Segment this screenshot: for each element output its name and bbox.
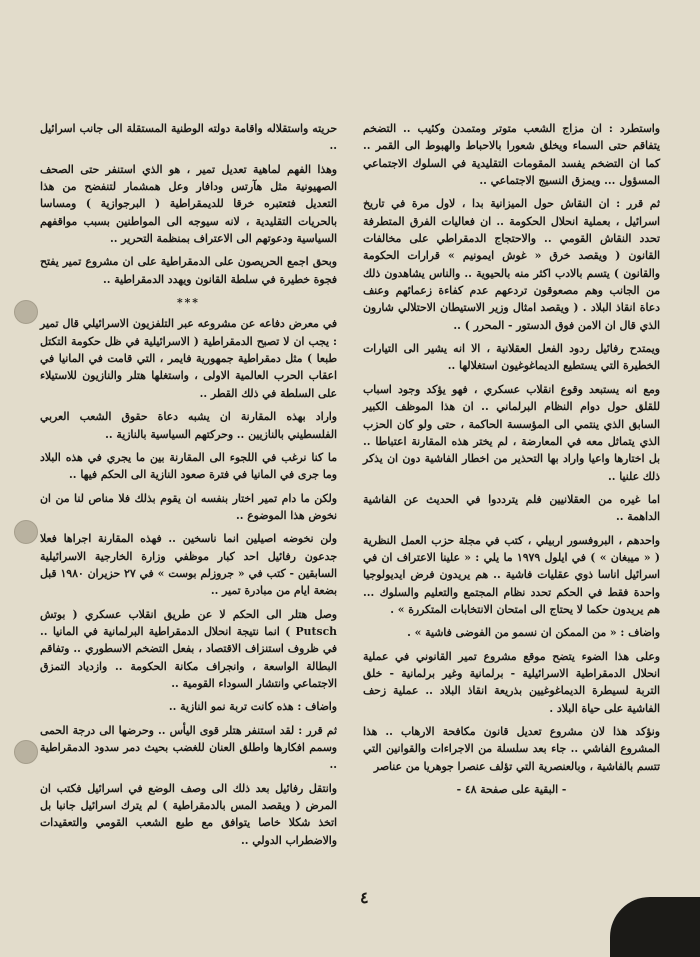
paragraph: ويمتدح رفائيل ردود الفعل العقلانية ، الا انه يشير الى التيارات الخطيرة التي يستطيع الديماغوغيون استغلالها .. (363, 342, 660, 373)
paragraph: وهذا الفهم لماهية تعديل تمير ، هو الذي استنفر حتى الصحف الصهيونية مثل هآرتس ودافار وعل همشمار لتنفضح من هذا التعديل فتعتبره خرقا للديمقراطية ( البرجوازية ) ومساسا بالحريات التقليدية ، لانه سيوجه الى المواطنين بسبب مواقفهم السياسية ودعوتهم الى الاعتراف بمنظمة التحرير .. (40, 162, 337, 246)
paragraph: واضاف : « من الممكن ان نسمو من الفوضى فاشية » . (407, 626, 660, 640)
right-column (40, 120, 337, 855)
paragraph: ولن نخوضه اصيلين انما ناسخين .. فهذه المقارنة اجراها فعلا جدعون رفائيل احد كبار موظفي وزارة الخارجية الاسرائيلية السابقين - كتب في « جروزلم بوست » في ٢٧ حزيران ١٩٨٠ قبل بضعة ايام من مبادرة تمير .. (40, 532, 337, 598)
paragraph: اما غيره من العقلانيين فلم يترددوا في الحديث عن الفاشية الداهمة .. (363, 492, 660, 524)
paragraph: واستطرد : ان مزاج الشعب متوتر ومتمدن وكئيب .. التضخم يتفاقم حتى السماء ويخلق شعورا بالاحباط والهبوط الى القمر .. كما ان التضخم يفسد المقومات التقليدية في السلوك الاجتماعي المسؤول ... ويمزق النسيج الاجتماعي .. (363, 122, 660, 188)
paragraph: واراد بهذه المقارنة ان يشبه دعاة حقوق الشعب العربي الفلسطيني بالنازيين .. وحركتهم السياسية بالنازية .. (40, 410, 337, 441)
paragraph: ونؤكد هذا لان مشروع تعديل قانون مكافحة الارهاب .. هذا المشروع الفاشي .. جاء بعد سلسلة من الاجراءات والقوانين التي تتسم بالفاشية ، وبالعنصرية التي تؤلف عنصرا جوهريا من عناصر (363, 725, 660, 773)
paragraph: وعلى هذا الضوء يتضح موقع مشروع تمير القانوني في عملية انحلال الدمقراطية الاسرائيلية - برلمانية وغير برلمانية - خلق التربة لسيطرة الديماغوغيين بذريعة انقاذ البلاد .. عملية زحف الفاشية على حياة البلاد . (363, 649, 660, 715)
paragraph: ومع انه يستبعد وقوع انقلاب عسكري ، فهو يؤكد وجود اسباب للقلق حول دوام النظام البرلماني .. ان هذا الموظف الكبير السابق الذي ينتمي الى المؤسسة الحاكمة ، حتى ولو كان الحزب الذي يتماثل معه في المعارضة ، لم يختر هذه المقارنة اعتباطا .. بل اختارها واعيا واراد بها التحذير من اخطار الفاشية دون ان يذكر ذلك علنيا .. (363, 382, 660, 483)
paragraph: وبحق اجمع الحريصون على الدمقراطية على ان مشروع تمير يفتح فجوة خطيرة في سلطة القانون ويهدد الدمقراطية .. (40, 255, 337, 286)
paragraph: في معرض دفاعه عن مشروعه عبر التلفزيون الاسرائيلي قال تمير : يجب ان لا تصبح الدمقراطية ( الاسرائيلية في ظل حكومة التكتل طبعا ) مثل دمقراطية جمهورية فايمر ، التي قامت في المانيا في اعقاب الحرب العالمية الاولى ، واستغلها هتلر والنازيون للاستيلاء على السلطة في ذلك القطر .. (40, 317, 337, 400)
paragraph: واضاف : هذه كانت تربة نمو النازية .. (168, 700, 337, 714)
paragraph: حريته واستقلاله واقامة دولته الوطنية المستقلة الى جانب اسرائيل .. (40, 122, 337, 153)
continued-note: - البقية على صفحة ٤٨ - (456, 783, 567, 797)
section-separator: *** (177, 296, 200, 310)
paragraph: وصل هتلر الى الحكم لا عن طريق انقلاب عسكري ( بوتش Putsch ) انما نتيجة انحلال الدمقراطية البرلمانية في المانيا .. في ظروف استنزاف الاقتصاد ، بفعل التضخم الاسطوري .. وتفاقم البطالة الواسعة ، وانجراف مكانة الحكومة .. وازدياد التمزق الاجتماعي وانتشار السوداء القومية .. (40, 607, 337, 690)
page-number: ٤ (360, 888, 369, 907)
paragraph: ثم قرر : ان النقاش حول الميزانية بدا ، لاول مرة في تاريخ اسرائيل ، بعملية انحلال الحكومة .. ان فعاليات الفرق المتطرفة تحدد النقاش القومي .. والاحتجاج الدمقراطي على مخالفات القانون ( ويقصد خرق « غوش ايمونيم » قرارات الحكومة والقانون ) يتسم بالادب اكثر منه بالحيوية .. والناس يشاهدون ذلك من الجانب وهم مصعوقون تردعهم عدم كفاءة زعمائهم وعنف دعاة انقاذ البلاد . ( ويقصد امثال وزير الاستيطان الاحتلالي شارون الذي قال ان الامن فوق الدستور - المحرر ) .. (363, 197, 660, 332)
paragraph: ما كنا نرغب في اللجوء الى المقارنة بين ما يجري في هذه البلاد وما جرى في المانيا في فترة صعود النازية الى الحكم فيها .. (40, 450, 337, 482)
binder-hole (14, 300, 38, 324)
binder-hole (14, 740, 38, 764)
article-columns (40, 120, 660, 855)
paragraph: ثم قرر : لقد استنفر هتلر قوى اليأس .. وحرضها الى درجة الحمى وسمم افكارها واطلق العنان للغضب بحيث دمر سدود الدمقراطية .. (40, 723, 337, 772)
paragraph: وانتقل رفائيل بعد ذلك الى وصف الوضع في اسرائيل فكتب ان المرض ( ويقصد المس بالدمقراطية ) لم يترك اسرائيل جانبا بل اتخذ شكلا خاصا يتوافق مع طبع الشعب القومي والتعقيدات والاضطراب الدولي .. (40, 781, 337, 847)
paragraph: واحدهم ، البروفسور اربيلي ، كتب في مجلة حزب العمل النظرية ( « ميبغان » ) في ايلول ١٩٧٩ ما يلي : « علينا الاعتراف ان في اسرائيل اناسا ذوي عقليات فاشية .. هم يريدون فرض ايديولوجيا واحدة فقط في الحكم تحدد نظام المجتمع والتعليم والسلوك ... هم يريدون حكما لا يحتاج الى امتحان الانتخابات المتكررة » . (363, 533, 661, 616)
corner-shadow (610, 897, 700, 957)
binder-hole (14, 520, 38, 544)
paragraph: ولكن ما دام تمير اختار بنفسه ان يقوم بذلك فلا مناص لنا من ان نخوض هذا الموضوع .. (40, 491, 337, 522)
left-column (363, 120, 660, 855)
